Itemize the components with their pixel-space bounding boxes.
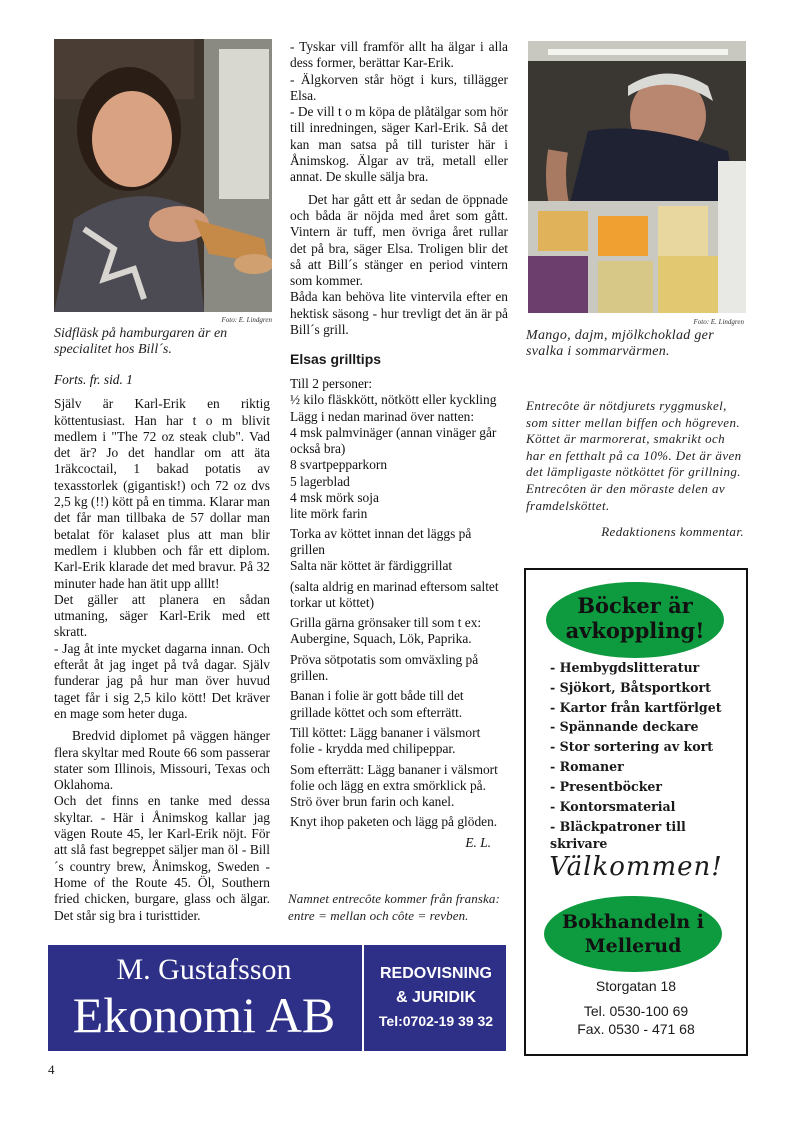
column-1 [54, 372, 270, 924]
col2-paragraph: - Tyskar vill framför allt ha älgar i alla dess former, berättar Kar-Erik. [290, 39, 508, 71]
bookstore-item: - Romaner [550, 757, 730, 777]
col2-paragraph: - De vill t o m köpa de plåtälgar som hör till inredningen, säger Karl-Erik. Så det kan man satsa på till turister här i Ånimskog. Älgar av trä, metall eller annat. De skulle sälja bra. [290, 104, 508, 185]
accounting-service-line1: REDOVISNING [379, 965, 492, 982]
bookstore-name-line1: Bokhandeln i [561, 911, 705, 933]
recipe-block [290, 376, 507, 851]
recipe-line: Grilla gärna grönsaker till som t ex: Aubergine, Squach, Lök, Paprika. [290, 615, 482, 647]
col2-paragraph: - Älgkorven står högt i kurs, tillägger Elsa. [290, 71, 508, 103]
col1-paragraph: Och det finns en tanke med dessa skyltar. - Här i Ånimskog kallar jag vägen Route 45, ler Karl-Erik nöjt. För att slå fast begreppet säljer man öl - Bill´s country brew, Ånimskog, Sweden - Home of the Route 45. Öl, Southern fried chicken, burgare, glass och älgar. Det står sig bra i turisttider. [54, 793, 270, 923]
entrecote-note: Namnet entrecôte kommer från franska: entre = mellan och côte = revben. [288, 891, 500, 923]
bookstore-item: - Kartor från kartförlget [550, 698, 730, 718]
bookstore-item: - Kontorsmaterial [550, 797, 730, 817]
recipe-line: Till 2 personer: [290, 376, 373, 391]
recipe-line: ½ kilo fläskkött, nötkött eller kyckling [290, 392, 497, 408]
recipe-signature: E. L. [465, 834, 491, 850]
bookstore-item: - Sjökort, Båtsportkort [550, 678, 730, 698]
col1-paragraph: Det gäller att planera en sådan utmaning, säger Karl-Erik med ett skratt. [54, 591, 270, 640]
col2-paragraph: Båda kan behöva lite vintervila efter en hektisk säsong - hur trevligt det än är på Bill´s grill. [290, 289, 508, 338]
bookstore-name-line2: Mellerud [584, 935, 682, 957]
bookstore-item: - Spännande deckare [550, 717, 730, 737]
page-number: 4 [48, 1062, 55, 1077]
forts-label: Forts. fr. sid. 1 [54, 372, 133, 387]
accounting-service-line2: & JURIDIK [395, 989, 476, 1006]
editorial-comment: Entrecôte är nötdjurets ryggmuskel, som sitter mellan biffen och högreven. Köttet är marmorerat, smakrikt och har en fetthalt på ca 10%. Det är även det lämpligaste nötköttet för grillning. Entrecôten är den möraste delen av framdelsköttet. [526, 398, 742, 513]
accounting-ad [48, 945, 506, 1051]
photo-left-credit: Foto: E. Lindgren [221, 316, 272, 324]
recipe-line: Som efterrätt: Lägg bananer i välsmort folie och lägg en extra smörklick på. Strö över brun farin och kanel. [290, 761, 498, 810]
bookstore-tel: Tel. 0530-100 69 [583, 1003, 689, 1019]
photo-woman-grill [54, 39, 272, 312]
bookstore-fax: Fax. 0530 - 471 68 [577, 1021, 695, 1037]
bookstore-ad [524, 568, 748, 1056]
books-relax-line2: avkoppling! [565, 618, 705, 643]
recipe-line: Pröva sötpotatis som omväxling på grillen. [290, 651, 479, 684]
col1-paragraph: Bredvid diplomet på väggen hänger flera skyltar med Route 66 som passerar stater som Illinois, Missouri, Texas och Oklahoma. [54, 728, 270, 793]
bookstore-item: - Hembygdslitteratur [550, 658, 730, 678]
recipe-line: Till köttet: Lägg bananer i välsmort folie - krydda med chilipeppar. [290, 724, 481, 757]
recipe-line: Lägg i nedan marinad över natten: [290, 408, 475, 424]
bookstore-item: - Bläckpatroner till skrivare [550, 816, 730, 852]
column-2 [290, 39, 508, 338]
bookstore-name-oval [544, 896, 722, 972]
books-relax-oval [546, 582, 724, 658]
books-relax-line1: Böcker är [577, 593, 693, 618]
recipe-line: Banan i folie är gott både till det grillade köttet och som efterrätt. [290, 688, 464, 720]
accounting-name-line2: Ekonomi AB [72, 987, 336, 1043]
accounting-phone: Tel:0702-19 39 32 [378, 1013, 494, 1029]
recipe-line: 4 msk mörk soja [290, 490, 379, 506]
col2-paragraph: Det har gått ett år sedan de öppnade och båda är nöjda med året som gått. Vintern är tuff, men övriga året rullar det på bra, säger Elsa. Troligen blir det så att Bill´s stänger en period vintern som kommer. [290, 191, 508, 289]
editorial-comment-by: Redaktionens kommentar. [601, 524, 744, 539]
recipe-line: lite mörk farin [290, 506, 368, 522]
recipe-line: Torka av köttet innan det läggs på grillen [290, 525, 472, 557]
recipe-line: Salta när köttet är färdiggrillat [290, 558, 453, 574]
welcome-text: Välkommen! [549, 852, 723, 882]
photo-man-icecream [528, 41, 746, 313]
bookstore-item: - Stor sortering av kort [550, 737, 730, 757]
bookstore-items [550, 658, 730, 852]
accounting-name-line1: M. Gustafsson [116, 953, 292, 986]
bookstore-address: Storgatan 18 [595, 978, 677, 994]
recipe-line: 4 msk palmvinäger (annan vinäger går också bra) [290, 424, 497, 457]
accounting-divider [362, 945, 364, 1051]
recipe-line: 5 lagerblad [290, 473, 350, 489]
photo-right-credit: Foto: E. Lindgren [693, 318, 744, 326]
recipe-line: 8 svartpepparkorn [290, 457, 388, 473]
recipe-line: Knyt ihop paketen och lägg på glöden. [290, 814, 498, 830]
photo-right-caption: Mango, dajm, mjölkchoklad ger svalka i sommarvärmen. [526, 328, 714, 359]
photo-left-caption: Sidfläsk på hamburgaren är en specialitet hos Bill´s. [54, 326, 228, 357]
grilltips-heading: Elsas grilltips [290, 351, 382, 367]
col1-paragraph: - Jag åt inte mycket dagarna innan. Och efteråt åt jag inget på två dagar. Själv funderar jag på hur man över huvud taget får i sig 2,5 kilo kött! Det kräver en mage som heter duga. [54, 640, 270, 721]
bookstore-item: - Presentböcker [550, 777, 730, 797]
recipe-line: (salta aldrig en marinad eftersom saltet torkar ut köttet) [290, 578, 499, 610]
col1-paragraph: Själv är Karl-Erik en riktig köttentusiast. Han har t o m blivit medlem i "The 72 oz steak club". Vad det är? Jo det handlar om att äta 1räkcoctail, 1 bakad potatis av texasstorlek (gigantisk!) och 72 oz dvs 2,5 kg (!!) kött på en timma. Klarar man det får man tillbaka de 57 dollar man betalat för kalaset plus att man blir medlem i klubben och får ett diplom. Karl-Erik klarade det med bravur. På 32 minuter hade han ätit upp alllt! [54, 396, 270, 591]
